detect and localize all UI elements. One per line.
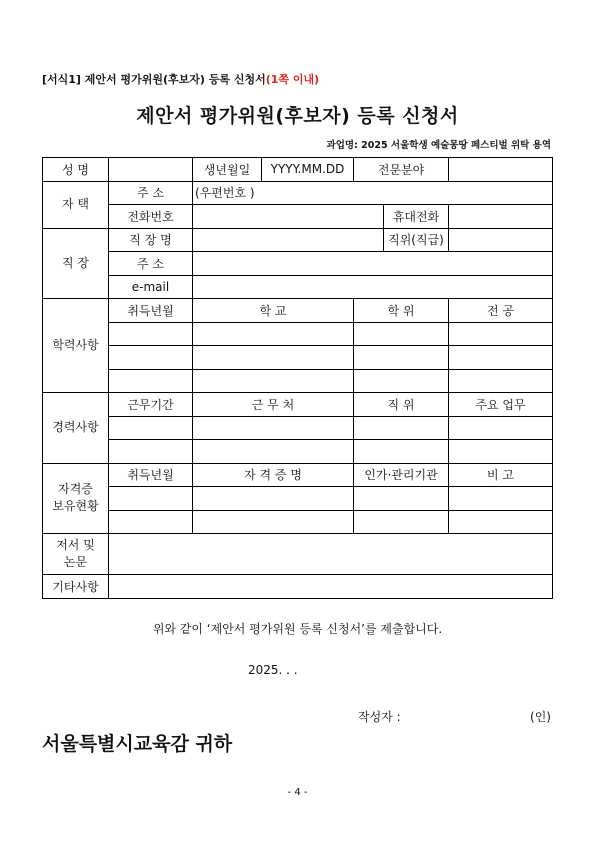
license-section-label (43, 463, 109, 534)
career-header-workplace: 근 무 처 (193, 393, 354, 417)
etc-label: 기타사항 (43, 575, 109, 599)
license-header-note: 비 고 (449, 463, 553, 487)
license-cell[interactable] (449, 487, 553, 511)
home-section-label: 자 택 (43, 181, 109, 228)
table-row (43, 575, 553, 599)
career-cell[interactable] (109, 440, 193, 464)
table-row (43, 346, 553, 370)
name-label: 성 명 (43, 158, 109, 182)
license-cell[interactable] (109, 510, 193, 534)
project-subject: 과업명: 2025 서울학생 예술몽땅 페스티벌 위탁 용역 (326, 140, 551, 151)
career-section-label: 경력사항 (43, 393, 109, 464)
education-header-date: 취득년월 (109, 299, 193, 323)
author-label: 작성자 : (358, 710, 401, 724)
education-cell[interactable] (109, 322, 193, 346)
career-header-period: 근무기간 (109, 393, 193, 417)
table-row (43, 228, 553, 252)
specialty-field[interactable] (449, 158, 553, 182)
education-section-label: 학력사항 (43, 299, 109, 393)
license-header-name: 자 격 증 명 (193, 463, 354, 487)
education-header-school: 학 교 (193, 299, 354, 323)
table-row (43, 205, 553, 229)
form-tag-note: (1쪽 이내) (265, 73, 320, 86)
application-form-table (42, 157, 553, 599)
education-cell[interactable] (449, 369, 553, 393)
license-label-line2: 보유현황 (52, 499, 99, 514)
name-field[interactable] (109, 158, 193, 182)
declaration-text: 위와 같이 ‘제안서 평가위원 등록 신청서’를 제출합니다. (152, 622, 443, 636)
career-header-position: 직 위 (354, 393, 449, 417)
mobile-field[interactable] (449, 205, 553, 229)
license-cell[interactable] (449, 510, 553, 534)
work-address-field[interactable] (193, 252, 553, 276)
table-row (43, 510, 553, 534)
career-cell[interactable] (449, 416, 553, 440)
position-field[interactable] (449, 228, 553, 252)
table-row (43, 393, 553, 417)
education-header-major: 전 공 (449, 299, 553, 323)
mobile-label: 휴대전화 (384, 205, 449, 229)
education-cell[interactable] (193, 322, 354, 346)
books-label-line2: 논문 (63, 555, 88, 569)
phone-label: 전화번호 (109, 205, 193, 229)
education-cell[interactable] (354, 322, 449, 346)
home-address-field[interactable]: (우편번호 ) (193, 181, 553, 205)
education-cell[interactable] (109, 346, 193, 370)
table-row (43, 487, 553, 511)
education-cell[interactable] (449, 346, 553, 370)
page-title: 제안서 평가위원(후보자) 등록 신청서 (136, 105, 459, 127)
workplace-name-field[interactable] (193, 228, 384, 252)
table-row (43, 275, 553, 299)
email-label: e-mail (109, 275, 193, 299)
career-header-duties: 주요 업무 (449, 393, 553, 417)
career-cell[interactable] (193, 416, 354, 440)
education-cell[interactable] (354, 369, 449, 393)
education-cell[interactable] (193, 346, 354, 370)
career-cell[interactable] (354, 416, 449, 440)
license-cell[interactable] (193, 510, 354, 534)
career-cell[interactable] (109, 416, 193, 440)
address-label: 주 소 (109, 181, 193, 205)
workplace-name-label: 직 장 명 (109, 228, 193, 252)
email-field[interactable] (193, 275, 553, 299)
license-header-date: 취득년월 (109, 463, 193, 487)
license-label-line1: 자격증 (58, 482, 93, 497)
table-row (43, 463, 553, 487)
seal-label: (인) (530, 710, 551, 724)
specialty-label: 전문분야 (354, 158, 449, 182)
license-cell[interactable] (193, 487, 354, 511)
table-row (43, 440, 553, 464)
education-cell[interactable] (354, 346, 449, 370)
license-cell[interactable] (354, 487, 449, 511)
career-cell[interactable] (354, 440, 449, 464)
table-row (43, 369, 553, 393)
birth-label: 생년월일 (193, 158, 262, 182)
career-cell[interactable] (449, 440, 553, 464)
table-row (43, 416, 553, 440)
table-row (43, 299, 553, 323)
table-row (43, 322, 553, 346)
education-cell[interactable] (193, 369, 354, 393)
form-tag-label: [서식1] 제안서 평가위원(후보자) 등록 신청서 (42, 73, 266, 86)
table-row (43, 534, 553, 575)
page-number: - 4 - (287, 787, 308, 798)
education-cell[interactable] (449, 322, 553, 346)
career-cell[interactable] (193, 440, 354, 464)
education-cell[interactable] (109, 369, 193, 393)
table-row (43, 158, 553, 182)
date-line: 2025. . . (248, 663, 298, 677)
books-label-line1: 저서 및 (56, 538, 95, 552)
license-cell[interactable] (109, 487, 193, 511)
birth-field[interactable]: YYYY.MM.DD (262, 158, 354, 182)
education-header-degree: 학 위 (354, 299, 449, 323)
books-field[interactable] (109, 534, 553, 575)
position-label: 직위(직급) (384, 228, 449, 252)
license-cell[interactable] (354, 510, 449, 534)
phone-field[interactable] (193, 205, 384, 229)
license-header-issuer: 인가·관리기관 (354, 463, 449, 487)
addressee: 서울특별시교육감 귀하 (42, 733, 233, 755)
work-address-label: 주 소 (109, 252, 193, 276)
form-tag (42, 71, 319, 87)
table-row (43, 181, 553, 205)
work-section-label: 직 장 (43, 228, 109, 299)
table-row (43, 252, 553, 276)
books-label (43, 534, 109, 575)
etc-field[interactable] (109, 575, 553, 599)
